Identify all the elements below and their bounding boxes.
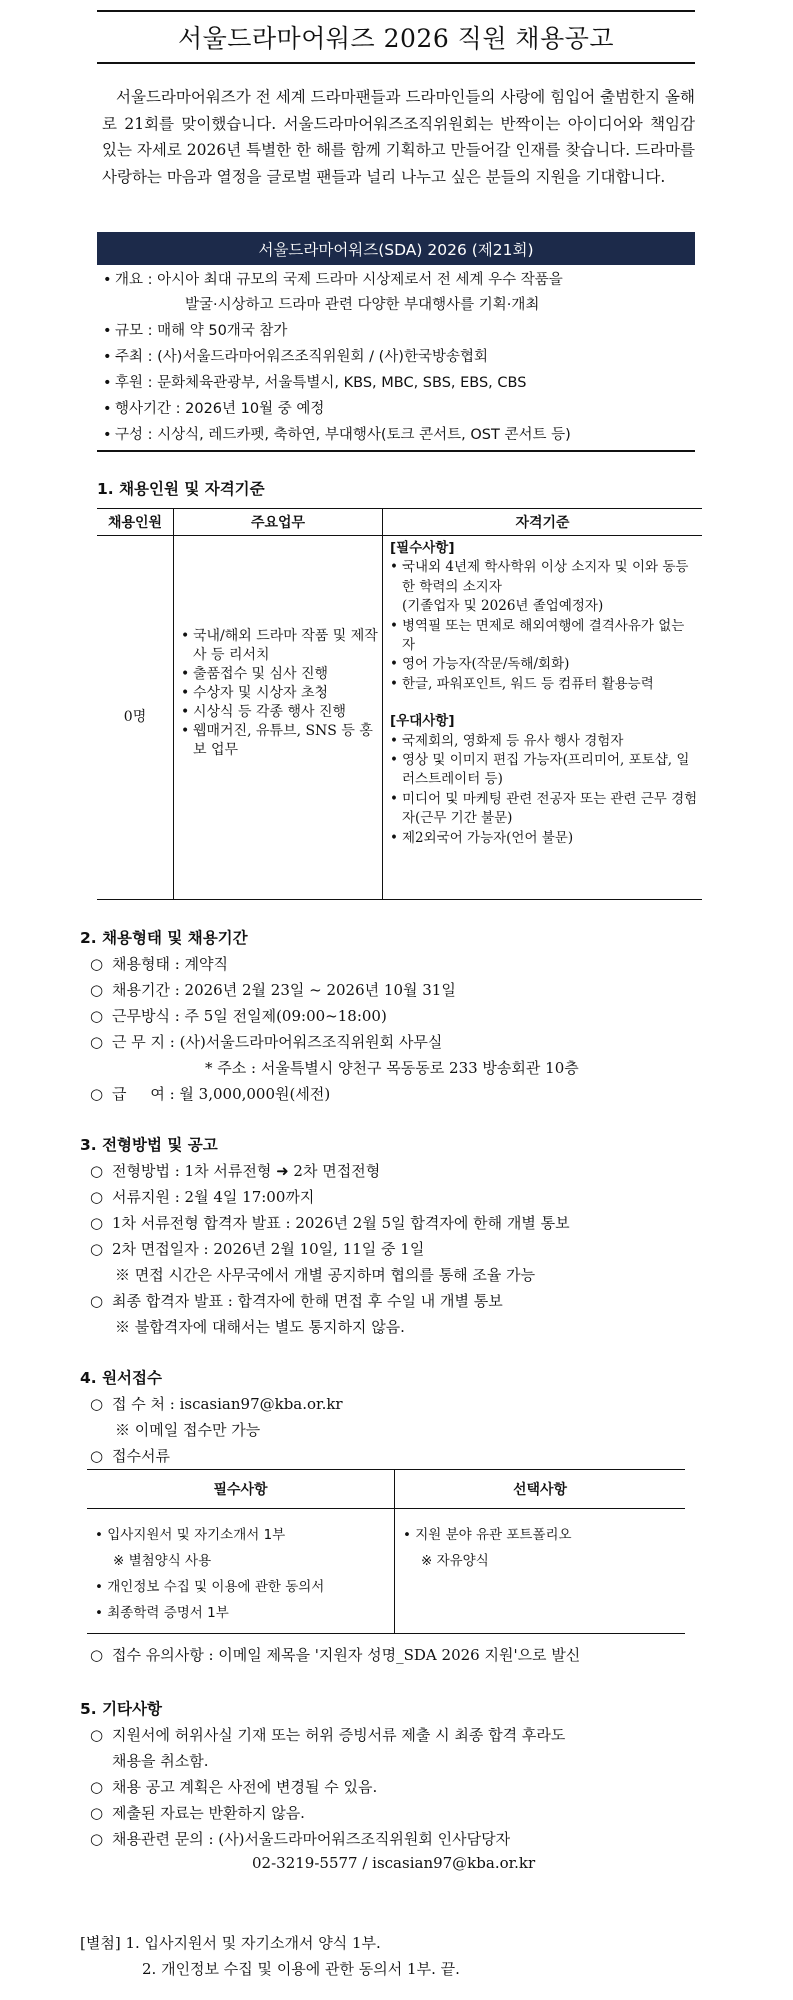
table-header-qualifications: 자격기준 [383, 509, 702, 536]
section-3-title: 3. 전형방법 및 공고 [80, 1136, 218, 1154]
no-return-note: ○ 제출된 자료는 반환하지 않음. [90, 1804, 305, 1822]
employment-type: ○ 채용형태 : 계약직 [90, 955, 229, 973]
work-schedule: ○ 근무방식 : 주 5일 전일제(09:00~18:00) [90, 1007, 387, 1025]
section-2-title: 2. 채용형태 및 채용기간 [80, 929, 248, 947]
list-item: • 수상자 및 시상자 초청 [181, 685, 329, 701]
documents-label: ○ 접수서류 [90, 1447, 170, 1465]
overview-item: • 구성 : 시상식, 레드카펫, 축하연, 부대행사(토크 콘서트, OST 콘서트 등) [103, 427, 571, 443]
list-item: • 출품접수 및 심사 진행 [181, 666, 329, 682]
section-5-title: 5. 기타사항 [80, 1700, 162, 1718]
inquiry-line: ○ 채용관련 문의 : (사)서울드라마어워즈조직위원회 인사담당자 [90, 1830, 511, 1848]
list-item: • 국제회의, 영화제 등 유사 행사 경험자 [390, 732, 624, 749]
overview-item-continuation: 발굴·시상하고 드라마 관련 다양한 부대행사를 기획·개최 [185, 297, 540, 313]
contact-info: 02-3219-5577 / iscasian97@kba.or.kr [252, 1854, 536, 1872]
first-round-announcement: ○ 1차 서류전형 합격자 발표 : 2026년 2월 5일 합격자에 한해 개별 통보 [90, 1214, 570, 1232]
list-item: • 지원 분야 유관 포트폴리오 [403, 1527, 572, 1543]
duties-list [181, 627, 383, 760]
application-caution: ○ 접수 유의사항 : 이메일 제목을 '지원자 성명_SDA 2026 지원'으로 발신 [90, 1646, 581, 1664]
email-only-note: ※ 이메일 접수만 가능 [115, 1421, 261, 1439]
optional-docs-cell [403, 1522, 572, 1574]
table-divider [173, 509, 174, 899]
list-item: • 웹매거진, 유튜브, SNS 등 홍보 업무 [181, 723, 373, 758]
attachment-line-1: [별첨] 1. 입사지원서 및 자기소개서 양식 1부. [80, 1934, 381, 1952]
salary: ○ 급 여 : 월 3,000,000원(세전) [90, 1085, 331, 1103]
overview-header: 서울드라마어워즈(SDA) 2026 (제21회) [97, 232, 695, 265]
required-docs-cell [95, 1522, 324, 1626]
hiring-count: 0명 [123, 709, 147, 725]
list-item: • 최종학력 증명서 1부 [95, 1605, 229, 1621]
false-info-warning-cont: 채용을 취소함. [112, 1752, 209, 1770]
page-title: 서울드라마어워즈 2026 직원 채용공고 [177, 24, 615, 53]
list-item: • 영상 및 이미지 편집 가능자(프리미어, 포토샵, 일러스트레이터 등) [390, 752, 690, 788]
interview-date: ○ 2차 면접일자 : 2026년 2월 10일, 11일 중 1일 [90, 1240, 425, 1258]
documents-table [87, 1469, 685, 1634]
table-header-duties: 주요업무 [174, 509, 382, 536]
table-divider [394, 1470, 395, 1633]
list-item: • 국내외 4년제 학사학위 이상 소지자 및 이와 동등한 학력의 소지자 [390, 559, 689, 595]
free-format-note: ※ 자유양식 [421, 1553, 489, 1569]
table-header-optional: 선택사항 [395, 1470, 685, 1509]
final-announcement: ○ 최종 합격자 발표 : 합격자에 한해 면접 후 수일 내 개별 통보 [90, 1292, 503, 1310]
overview-list [97, 266, 695, 452]
overview-item: • 주최 : (사)서울드라마어워즈조직위원회 / (사)한국방송협회 [103, 349, 488, 365]
required-sub-note: (기졸업자 및 2026년 졸업예정자) [402, 598, 604, 615]
section-4-title: 4. 원서접수 [80, 1369, 162, 1387]
interview-note: ※ 면접 시간은 사무국에서 개별 공지하며 협의를 통해 조율 가능 [115, 1266, 536, 1284]
list-item: • 개인정보 수집 및 이용에 관한 동의서 [95, 1579, 325, 1595]
overview-item: • 규모 : 매해 약 50개국 참가 [103, 323, 288, 339]
list-item: • 시상식 등 각종 행사 진행 [181, 704, 347, 720]
selection-method: ○ 전형방법 : 1차 서류전형 ➜ 2차 면접전형 [90, 1162, 381, 1180]
list-item: • 국내/해외 드라마 작품 및 제작사 등 리서치 [181, 628, 378, 663]
qualifications-cell [390, 539, 700, 848]
application-email: ○ 접 수 처 : iscasian97@kba.or.kr [90, 1395, 343, 1413]
attachment-line-2: 2. 개인정보 수집 및 이용에 관한 동의서 1부. 끝. [142, 1960, 460, 1978]
work-address: * 주소 : 서울특별시 양천구 목동동로 233 방송회관 10층 [205, 1059, 579, 1077]
preferred-label: [우대사항] [390, 713, 455, 730]
qualification-table [97, 508, 702, 900]
list-item: • 제2외국어 가능자(언어 불문) [390, 829, 574, 846]
intro-paragraph: 서울드라마어워즈가 전 세계 드라마팬들과 드라마인들의 사랑에 힘입어 출범한지 올해로 21회를 맞이했습니다. 서울드라마어워즈조직위원회는 반짝이는 아이디어와 책임감 있는 자세로 2026년 특별한 한 해를 함께 기획하고 만들어갈 인재를 찾습니다. 드라마를 사랑하는 마음과 열정을 글로벌 팬들과 널리 나누고 싶은 분들의 지원을 기대합니다. [102, 88, 695, 186]
table-header-required: 필수사항 [87, 1470, 394, 1509]
list-item: • 한글, 파워포인트, 워드 등 컴퓨터 활용능력 [390, 675, 654, 692]
required-label: [필수사항] [390, 540, 455, 556]
table-header-count: 채용인원 [97, 509, 173, 536]
list-item: • 영어 가능자(작문/독해/회화) [390, 656, 570, 673]
rejection-note: ※ 불합격자에 대해서는 별도 통지하지 않음. [115, 1318, 405, 1336]
employment-period: ○ 채용기간 : 2026년 2월 23일 ~ 2026년 10월 31일 [90, 981, 456, 999]
list-item: • 미디어 및 마케팅 관련 전공자 또는 관련 근무 경험자(근무 기간 불문) [390, 790, 698, 827]
list-item: • 병역필 또는 면제로 해외여행에 결격사유가 없는 자 [390, 617, 685, 654]
section-1-title: 1. 채용인원 및 자격기준 [97, 480, 265, 498]
application-deadline: ○ 서류지원 : 2월 4일 17:00까지 [90, 1188, 315, 1206]
overview-item: • 행사기간 : 2026년 10월 중 예정 [103, 401, 325, 417]
list-item: • 입사지원서 및 자기소개서 1부 [95, 1527, 286, 1543]
overview-item: • 후원 : 문화체육관광부, 서울특별시, KBS, MBC, SBS, EBS, CBS [103, 375, 527, 391]
false-info-warning: ○ 지원서에 허위사실 기재 또는 허위 증빙서류 제출 시 최종 합격 후라도 [90, 1726, 566, 1744]
title-box [97, 10, 695, 64]
overview-item: • 개요 : 아시아 최대 규모의 국제 드라마 시상제로서 전 세계 우수 작품을 [103, 272, 563, 288]
template-note: ※ 별첨양식 사용 [113, 1553, 212, 1569]
plan-change-note: ○ 채용 공고 계획은 사전에 변경될 수 있음. [90, 1778, 378, 1796]
work-location: ○ 근 무 지 : (사)서울드라마어워즈조직위원회 사무실 [90, 1033, 443, 1051]
